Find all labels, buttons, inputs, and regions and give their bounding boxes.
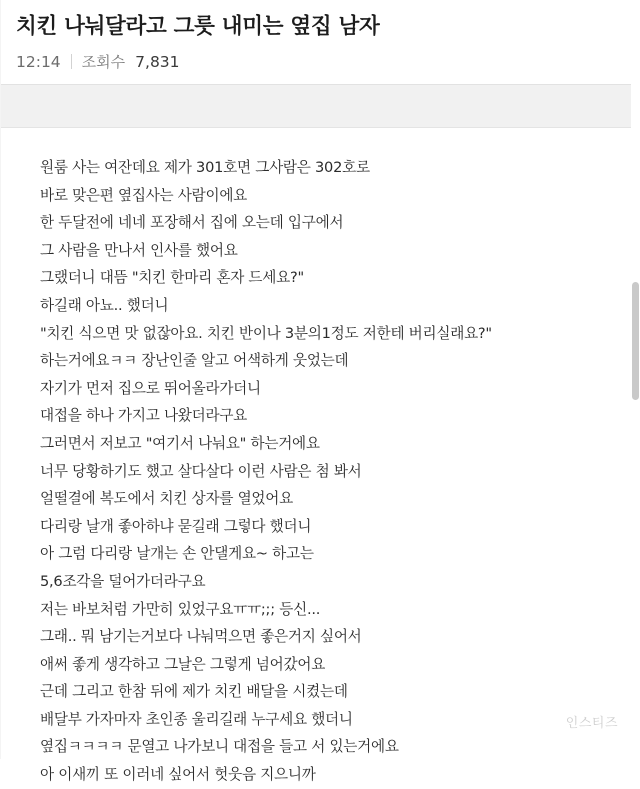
body-line: 애써 좋게 생각하고 그날은 그렇게 넘어갔어요 [40, 655, 326, 673]
post-meta [0, 41, 640, 84]
body-line: 그러면서 저보고 "여기서 나눠요" 하는거에요 [40, 434, 320, 452]
post-body [0, 128, 640, 789]
body-line: 저는 바보처럼 가만히 있었구요ㅠㅠ;;; 등신... [40, 600, 321, 618]
body-line: 너무 당황하기도 했고 살다살다 이런 사람은 첨 봐서 [40, 462, 362, 480]
post-timestamp: 12:14 [16, 52, 61, 71]
body-line: 아 그럼 다리랑 날개는 손 안댈게요~ 하고는 [40, 545, 314, 563]
watermark: 인스티즈 [565, 716, 618, 731]
page-title: 치킨 나눠달라고 그릇 내미는 옆집 남자 [16, 14, 380, 39]
body-line: "치킨 식으면 맛 없잖아요. 치킨 반이나 3분의1정도 저한테 버리실래요?" [40, 324, 492, 342]
views-label: 조회수 [81, 53, 126, 72]
body-line: 그 사람을 만나서 인사를 했어요 [40, 241, 238, 259]
body-line: 5,6조각을 덜어가더라구요 [40, 572, 206, 590]
body-line: 다리랑 날개 좋아하냐 묻길래 그렇다 했더니 [40, 517, 312, 535]
body-line: 바로 맞은편 옆집사는 사람이에요 [40, 186, 248, 204]
body-line: 그랬더니 대뜸 "치킨 한마리 혼자 드세요?" [40, 269, 304, 287]
body-line: 한 두달전에 네네 포장해서 집에 오는데 입구에서 [40, 214, 344, 232]
body-line: 배달부 가자마자 초인종 울리길래 누구세요 했더니 [40, 710, 353, 728]
scrollbar-thumb[interactable] [632, 282, 639, 400]
body-line: 원룸 사는 여잔데요 제가 301호면 그사람은 302호로 [40, 159, 370, 177]
header-gap-band [0, 85, 640, 128]
post-body-text [0, 154, 640, 789]
body-line: 하길래 아뇨.. 했더니 [40, 296, 169, 314]
views-count: 7,831 [135, 52, 180, 71]
body-line: 하는거에요ㅋㅋ 장난인줄 알고 어색하게 웃었는데 [40, 352, 349, 370]
body-line: 아 이새끼 또 이러네 싶어서 헛웃음 지으니까 [40, 766, 316, 784]
body-line: 대접을 하나 가지고 나왔더라구요 [40, 407, 248, 425]
body-line: 자기가 먼저 집으로 뛰어올라가더니 [40, 379, 261, 397]
body-line: 근데 그리고 한참 뒤에 제가 치킨 배달을 시켰는데 [40, 683, 348, 701]
scrollbar-track[interactable] [631, 0, 640, 759]
body-line: 얼떨결에 복도에서 치킨 상자를 열었어요 [40, 490, 293, 508]
post-header [0, 0, 640, 41]
body-line: 옆집ㅋㅋㅋㅋ 문열고 나가보니 대접을 들고 서 있는거에요 [40, 738, 399, 756]
body-line: 그래.. 뭐 남기는거보다 나눠먹으면 좋은거지 싶어서 [40, 628, 362, 646]
meta-divider [71, 54, 72, 69]
